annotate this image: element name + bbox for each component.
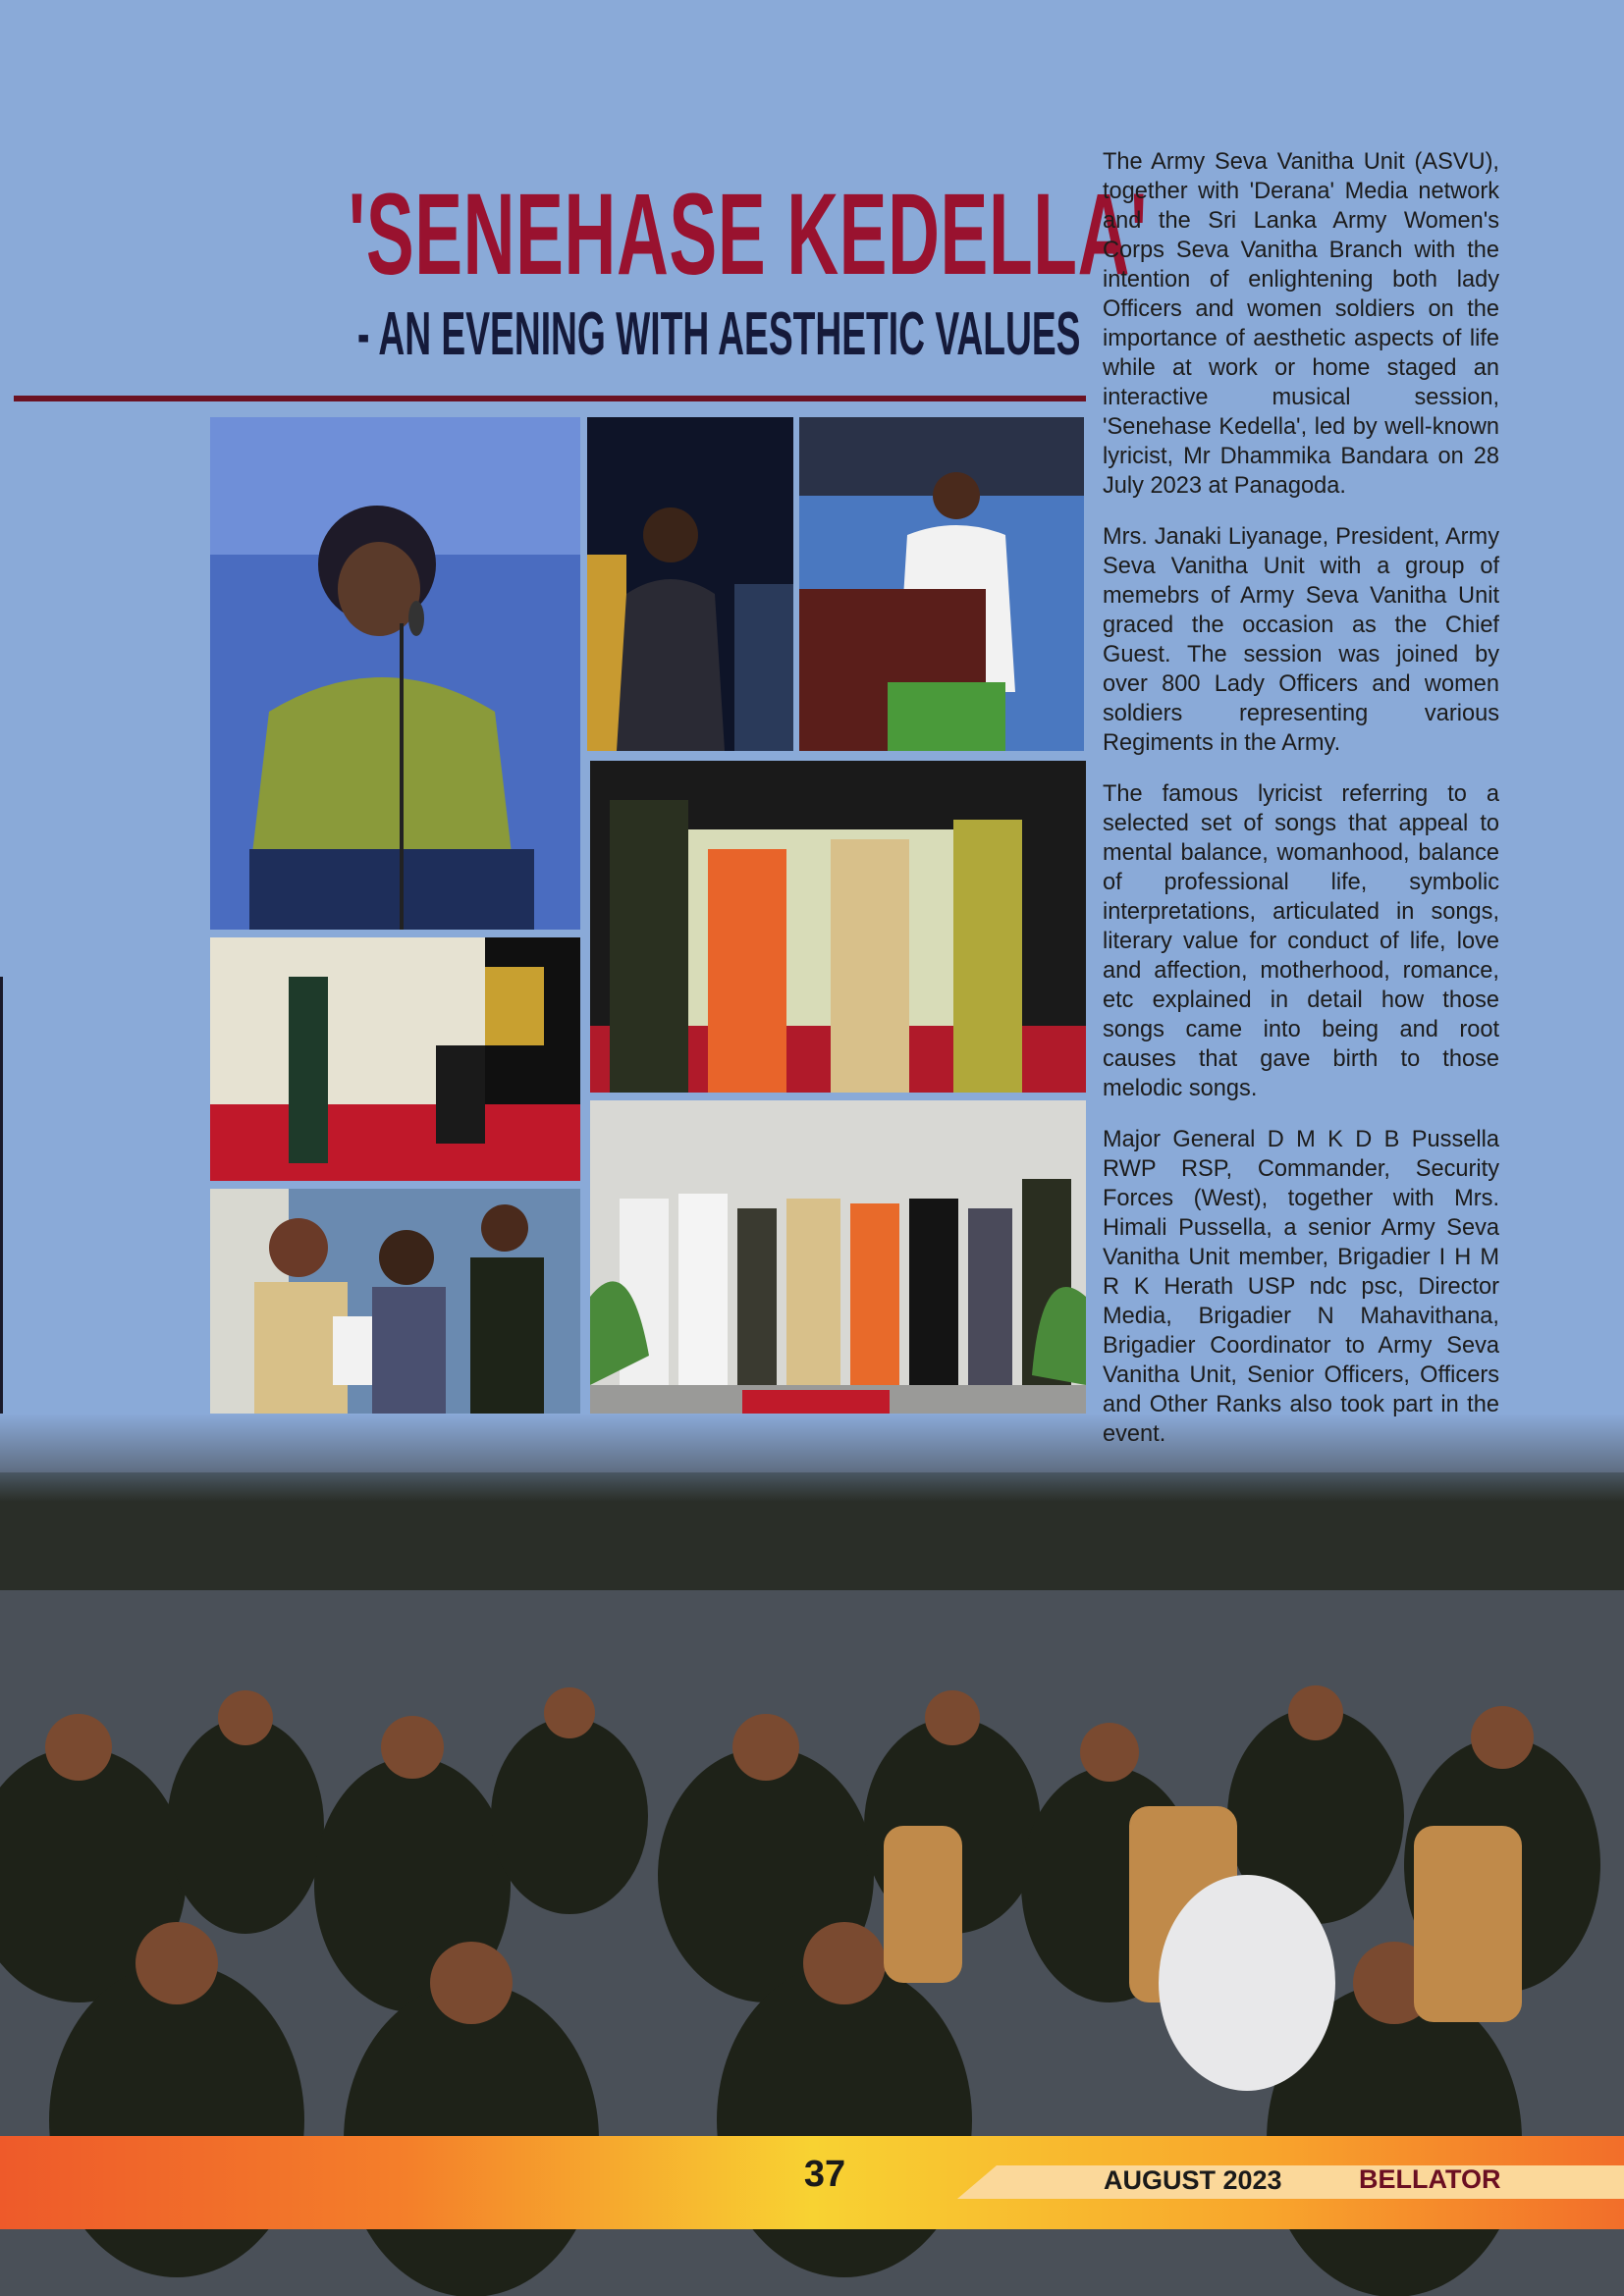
- lyricist-singing-photo: [210, 417, 580, 930]
- issue-date: AUGUST 2023: [1104, 2165, 1282, 2195]
- article-body: [1103, 147, 1499, 1470]
- female-singer-photo: [587, 417, 793, 751]
- footer-band: [957, 2165, 1624, 2199]
- magazine-name: BELLATOR: [1359, 2164, 1501, 2194]
- page-title: 'SENEHASE KEDELLA': [348, 170, 1149, 299]
- article-paragraph: Major General D M K D B Pussella RWP RSP, Commander, Security Forces (West), together with Mrs. Himali Pussella, a senior Army Seva Vanitha Unit member, Brigadier I H M R K Herath USP ndc psc, Director Media, Brigadier N Mahavithana, Brigadier Coordinator to Army Seva Vanitha Unit, Senior Officers, Officers and Other Ranks also took part in the event.: [1103, 1127, 1499, 1447]
- title-divider: [14, 396, 1086, 401]
- gift-handover-photo: [210, 1189, 580, 1434]
- page-footer: [0, 2136, 1624, 2229]
- page-number: 37: [803, 2154, 846, 2195]
- group-photo: [590, 1100, 1086, 1434]
- presentation-photo: [590, 761, 1086, 1093]
- left-edge-bar: [0, 977, 3, 1430]
- article-paragraph: Mrs. Janaki Liyanage, President, Army Seva Vanitha Unit with a group of memebrs of Army Seva Vanitha Unit graced the occasion as the Chief Guest. The session was joined by over 800 Lady Officers and women soldiers representing various Regiments in the Army.: [1103, 524, 1499, 756]
- stage-performance-photo: [210, 937, 580, 1181]
- article-paragraph: The Army Seva Vanitha Unit (ASVU), together with 'Derana' Media network and the Sri Lanka Army Women's Corps Seva Vanitha Branch with the intention of enlightening both lady Officers and women soldiers on the importance of aesthetic aspects of life while at work or home staged an interactive musical session, 'Senehase Kedella', led by well-known lyricist, Mr Dhammika Bandara on 28 July 2023 at Panagoda.: [1103, 149, 1499, 499]
- article-paragraph: The famous lyricist referring to a selected set of songs that appeal to mental balance, womanhood, balance of professional life, symbolic interpretations, articulated in songs, literary value for conduct of life, love and affection, motherhood, romance, etc explained in detail how those songs came into being and root causes that gave birth to those melodic songs.: [1103, 781, 1499, 1101]
- speaker-podium-photo: [799, 417, 1084, 751]
- page-subtitle: - AN EVENING WITH AESTHETIC VALUES: [357, 300, 1081, 368]
- headline: [177, 170, 1149, 369]
